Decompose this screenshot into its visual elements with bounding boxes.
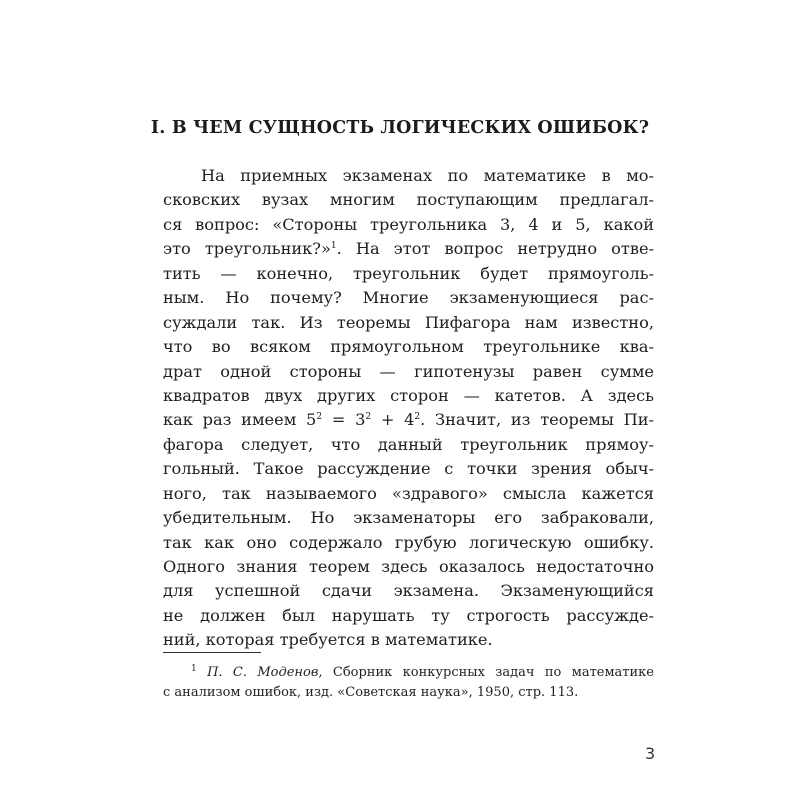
eq-exponent: 2: [414, 412, 421, 423]
footnote: [163, 663, 654, 703]
body-line: ся вопрос: «Стороны треугольника 3, 4 и 5, какой: [163, 214, 654, 234]
body-line: тить — конечно, треугольник будет прямоуголь-: [163, 263, 654, 283]
body-line: так как оно содержало грубую логическую ошибку.: [163, 532, 654, 552]
eq-sign: =: [322, 410, 356, 430]
footnote-marker: 1: [191, 664, 197, 674]
body-line-text: это треугольник?»: [163, 239, 331, 259]
eq-exponent: 2: [365, 412, 372, 423]
page-number: 3: [645, 744, 656, 763]
footnote-author: П. С. Моденов: [207, 665, 319, 680]
body-line-text: . Значит, из теоремы Пи-: [420, 410, 654, 430]
body-line: не должен был нарушать ту строгость рассужде-: [163, 605, 654, 625]
body-line: убедительным. Но экзаменаторы его забраковали,: [163, 508, 654, 528]
body-line: ного, так называемого «здравого» смысла кажется: [163, 483, 654, 503]
body-line: для успешной сдачи экзамена. Экзаменующийся: [163, 581, 654, 601]
body-line: ний, которая требуется в математике.: [163, 630, 493, 650]
body-line-text: как раз имеем: [163, 410, 307, 430]
body-line: гольный. Такое рассуждение с точки зрения обыч-: [163, 459, 654, 479]
body-line: На приемных экзаменах по математике в мо-: [201, 166, 654, 185]
body-line: суждали так. Из теоремы Пифагора нам известно,: [163, 312, 654, 332]
body-line: квадратов двух других сторон — катетов. А здесь: [163, 385, 654, 405]
body-line: ным. Но почему? Многие экзаменующиеся рас-: [163, 288, 654, 308]
body-line: сковских вузах многим поступающим предлагал-: [163, 190, 654, 210]
eq-term: 3: [355, 410, 366, 430]
footnote-text: , Сборник конкурсных задач по математике: [318, 665, 654, 680]
body-line: драт одной стороны — гипотенузы равен сумме: [163, 361, 654, 381]
equation: [306, 410, 420, 429]
body-line-equation: [163, 408, 654, 432]
footnote-line: [163, 663, 654, 683]
body-line: Одного знания теорем здесь оказалось недостаточно: [163, 557, 654, 576]
eq-exponent: 2: [316, 412, 323, 423]
eq-term: 4: [404, 410, 415, 430]
eq-term: 5: [306, 410, 317, 430]
chapter-title: I. В ЧЕМ СУЩНОСТЬ ЛОГИЧЕСКИХ ОШИБОК?: [150, 118, 650, 138]
footnote-reference[interactable]: 1: [330, 241, 337, 252]
body-line: [163, 237, 654, 261]
eq-sign: +: [371, 410, 405, 430]
footnote-divider: [163, 652, 261, 653]
body-text: [163, 164, 654, 653]
body-line: что во всяком прямоугольном треугольнике ква-: [163, 337, 654, 357]
body-line-text: . На этот вопрос нетрудно отве-: [336, 239, 655, 259]
footnote-line: с анализом ошибок, изд. «Советская наука», 1950, стр. 113.: [163, 685, 579, 700]
body-line: фагора следует, что данный треугольник прямоу-: [163, 434, 654, 454]
